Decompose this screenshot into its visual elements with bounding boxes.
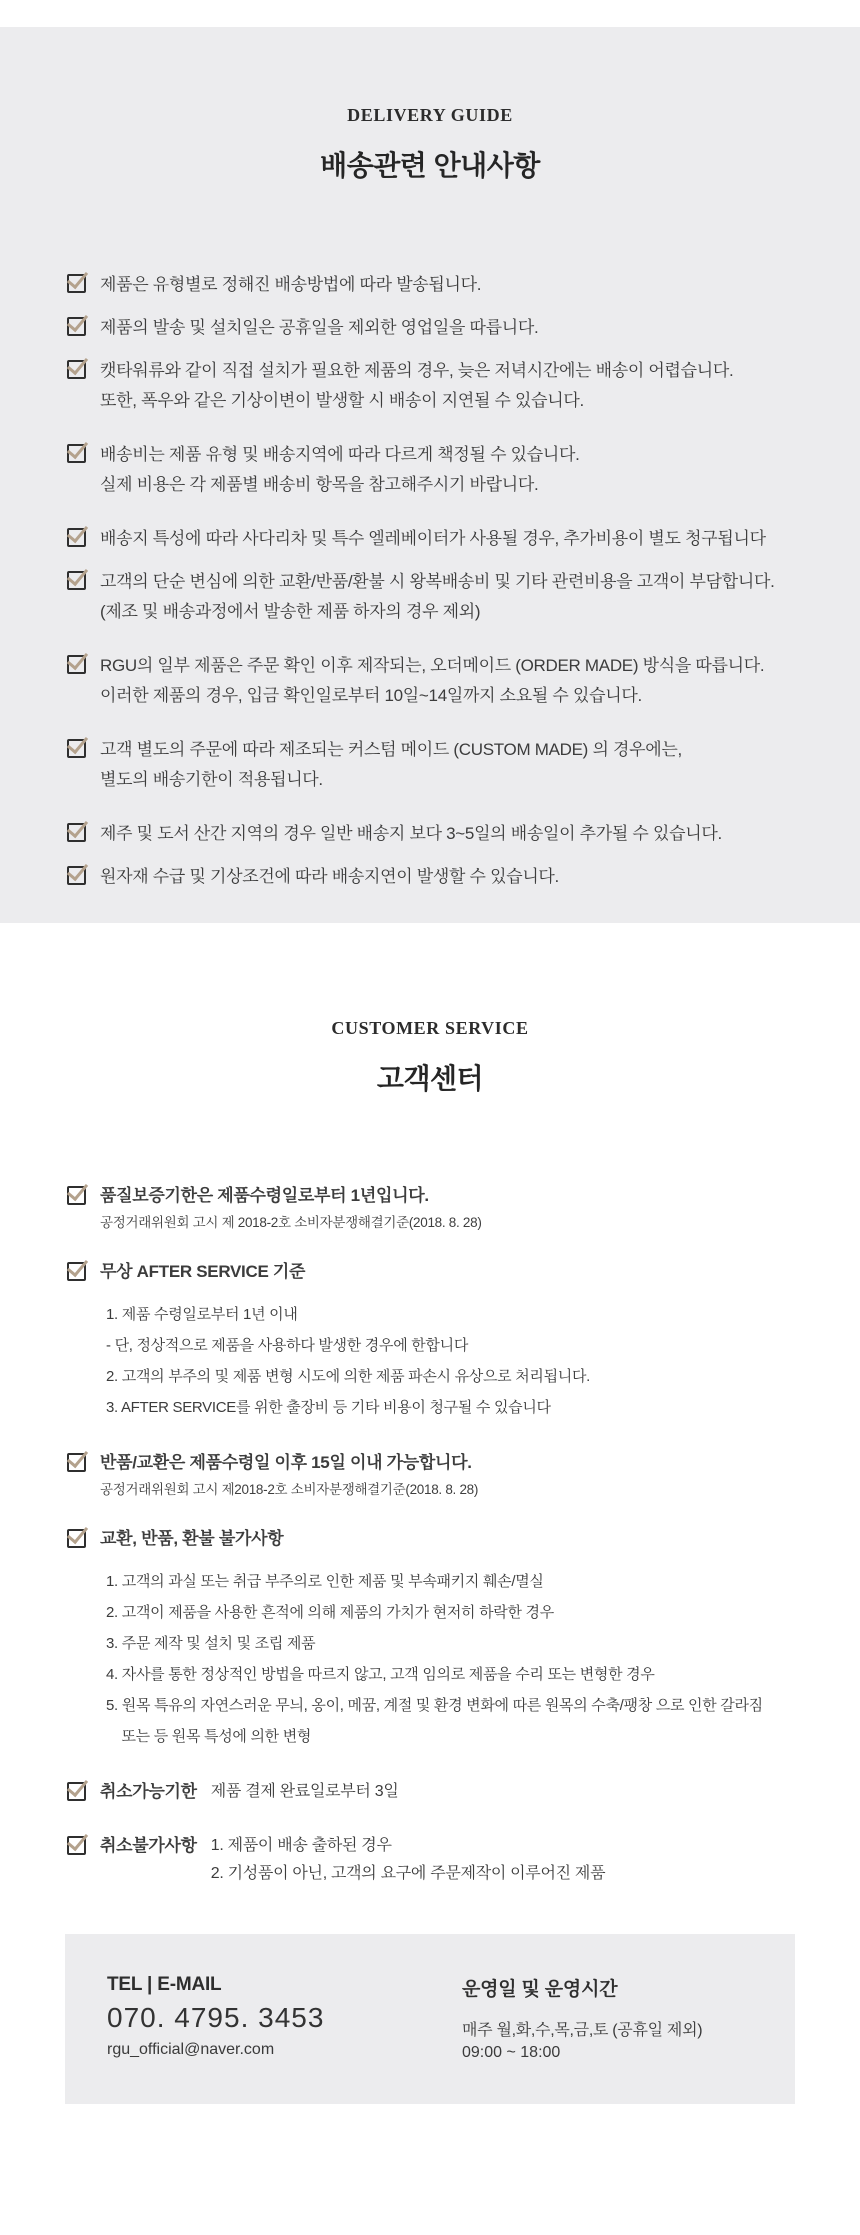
- delivery-eyebrow: DELIVERY GUIDE: [347, 105, 513, 125]
- cs-item-head: [100, 1525, 763, 1553]
- cs-item-content: [100, 1182, 482, 1232]
- delivery-item-text: [100, 735, 682, 795]
- cs-eyebrow: CUSTOMER SERVICE: [331, 1018, 529, 1038]
- delivery-list: [67, 270, 820, 892]
- delivery-item-line: 원자재 수급 및 기상조건에 따라 배송지연이 발생할 수 있습니다.: [100, 867, 559, 886]
- checkbox-check-icon: [67, 360, 86, 379]
- cs-list-item: [67, 1525, 820, 1752]
- delivery-title: 배송관련 안내사항: [320, 150, 540, 181]
- cs-item-content: [100, 1778, 399, 1806]
- checkbox-check-icon: [67, 274, 86, 293]
- delivery-list-item: [67, 313, 820, 343]
- phone-number: 070. 4795. 3453: [107, 2002, 325, 2033]
- delivery-item-text: [100, 270, 481, 300]
- delivery-item-text: [100, 651, 764, 711]
- cs-subline: 1. 제품 수령일로부터 1년 이내: [106, 1306, 298, 1323]
- contact-hours-column: [462, 1974, 795, 2104]
- checkbox-check-icon: [67, 739, 86, 758]
- hours-days: 매주 월,화,수,목,금,토 (공휴일 제외): [462, 2022, 703, 2039]
- delivery-item-text: [100, 356, 733, 416]
- delivery-item-line: 배송지 특성에 따라 사다리차 및 특수 엘레베이터가 사용될 경우, 추가비용이 별도 청구됩니다: [100, 529, 766, 548]
- cs-subline: - 단, 정상적으로 제품을 사용하다 발생한 경우에 한합니다: [106, 1337, 469, 1354]
- checkbox-check-icon: [67, 444, 86, 463]
- delivery-item-line: 배송비는 제품 유형 및 배송지역에 따라 다르게 책정될 수 있습니다.: [100, 445, 580, 464]
- cs-list: [67, 1182, 820, 1888]
- checkbox-check-icon: [67, 1836, 86, 1855]
- delivery-item-text: [100, 524, 766, 554]
- cs-list-item: [67, 1449, 820, 1499]
- cs-item-head: [100, 1182, 482, 1210]
- delivery-item-line: 별도의 배송기한이 적용됩니다.: [100, 770, 323, 789]
- delivery-item-line: 고객 별도의 주문에 따라 제조되는 커스텀 메이드 (CUSTOM MADE) 의 경우에는,: [100, 740, 682, 759]
- checkbox-check-icon: [67, 1782, 86, 1801]
- cs-item-content: [100, 1525, 763, 1752]
- delivery-list-item: [67, 819, 820, 849]
- cs-title: 고객센터: [376, 1063, 484, 1094]
- hours-label: 운영일 및 운영시간: [462, 1979, 618, 2000]
- cs-subline: 또는 등 원목 특성에 의한 변형: [106, 1728, 312, 1745]
- delivery-list-item: [67, 567, 820, 627]
- bottom-spacer: [0, 2104, 860, 2235]
- cs-suffix-line: 1. 제품이 배송 출하된 경우: [210, 1837, 392, 1854]
- cs-item-head: [100, 1832, 605, 1888]
- delivery-item-line: 고객의 단순 변심에 의한 교환/반품/환불 시 왕복배송비 및 기타 관련비용을 고객이 부담합니다.: [100, 572, 775, 591]
- cs-subline: 5. 원목 특유의 자연스러운 무늬, 옹이, 메꿈, 계절 및 환경 변화에 따른 원목의 수축/팽창 으로 인한 갈라짐: [106, 1697, 763, 1714]
- cs-item-suffix: [211, 1832, 606, 1888]
- cs-subline: 3. 주문 제작 및 설치 및 조립 제품: [106, 1635, 316, 1652]
- cs-subline: 2. 고객의 부주의 및 제품 변형 시도에 의한 제품 파손시 유상으로 처리됩니다.: [106, 1368, 591, 1385]
- cs-subline: 2. 고객이 제품을 사용한 흔적에 의해 제품의 가치가 현저히 하락한 경우: [106, 1604, 554, 1621]
- delivery-item-line: (제조 및 배송과정에서 발송한 제품 하자의 경우 제외): [100, 602, 481, 621]
- contact-tel-email-column: [107, 1974, 462, 2104]
- cs-item-sublines: [100, 1299, 590, 1423]
- customer-service-section: [0, 923, 860, 2104]
- cs-item-suffix: [211, 1778, 399, 1806]
- delivery-item-line: RGU의 일부 제품은 주문 확인 이후 제작되는, 오더메이드 (ORDER MADE) 방식을 따릅니다.: [100, 656, 765, 675]
- checkbox-check-icon: [67, 1453, 86, 1472]
- cs-item-sublines: [100, 1566, 763, 1752]
- delivery-list-item: [67, 270, 820, 300]
- cs-list-item: [67, 1832, 820, 1888]
- cs-item-head: [100, 1449, 478, 1477]
- delivery-item-line: 제품은 유형별로 정해진 배송방법에 따라 발송됩니다.: [100, 275, 482, 294]
- delivery-guide-section: [0, 27, 860, 923]
- checkbox-check-icon: [67, 866, 86, 885]
- cs-subline: 4. 자사를 통한 정상적인 방법을 따르지 않고, 고객 임의로 제품을 수리 또는 변형한 경우: [106, 1666, 655, 1683]
- cs-item-title: 무상 AFTER SERVICE 기준: [100, 1262, 306, 1281]
- cs-list-item: [67, 1258, 820, 1423]
- delivery-item-line: 또한, 폭우와 같은 기상이변이 발생할 시 배송이 지연될 수 있습니다.: [100, 391, 584, 410]
- delivery-list-item: [67, 524, 820, 554]
- cs-item-title: 취소가능기한: [100, 1782, 197, 1801]
- delivery-list-item: [67, 651, 820, 711]
- delivery-item-text: [100, 440, 580, 500]
- cs-item-content: [100, 1449, 478, 1499]
- cs-suffix-line: 2. 기성품이 아닌, 고객의 요구에 주문제작이 이루어진 제품: [210, 1865, 606, 1882]
- cs-item-title: 품질보증기한은 제품수령일로부터 1년입니다.: [100, 1186, 429, 1205]
- delivery-item-line: 제주 및 도서 산간 지역의 경우 일반 배송지 보다 3~5일의 배송일이 추가될 수 있습니다.: [100, 824, 722, 843]
- cs-item-head: [100, 1258, 590, 1286]
- checkbox-check-icon: [67, 1529, 86, 1548]
- top-spacer: [0, 0, 860, 27]
- checkbox-check-icon: [67, 571, 86, 590]
- cs-item-title: 교환, 반품, 환불 불가사항: [100, 1529, 284, 1548]
- cs-item-title: 취소불가사항: [100, 1836, 197, 1855]
- cs-list-item: [67, 1182, 820, 1232]
- delivery-list-item: [67, 862, 820, 892]
- contact-box: [65, 1934, 795, 2104]
- cs-item-note: 공정거래위원회 고시 제2018-2호 소비자분쟁해결기준(2018. 8. 28): [100, 1482, 479, 1497]
- delivery-list-item: [67, 356, 820, 416]
- checkbox-check-icon: [67, 1186, 86, 1205]
- delivery-item-text: [100, 567, 775, 627]
- checkbox-check-icon: [67, 655, 86, 674]
- delivery-item-text: [100, 313, 538, 343]
- delivery-item-line: 제품의 발송 및 설치일은 공휴일을 제외한 영업일을 따릅니다.: [100, 318, 539, 337]
- cs-suffix-line: 제품 결제 완료일로부터 3일: [210, 1783, 399, 1800]
- delivery-item-text: [100, 862, 559, 892]
- delivery-item-line: 실제 비용은 각 제품별 배송비 항목을 참고해주시기 바랍니다.: [100, 475, 539, 494]
- cs-item-content: [100, 1832, 605, 1888]
- cs-subline: 3. AFTER SERVICE를 위한 출장비 등 기타 비용이 청구될 수 있습니다: [106, 1399, 551, 1416]
- checkbox-check-icon: [67, 1262, 86, 1281]
- cs-item-title: 반품/교환은 제품수령일 이후 15일 이내 가능합니다.: [100, 1453, 472, 1472]
- hours-time: 09:00 ~ 18:00: [462, 2044, 561, 2061]
- tel-email-label: TEL | E-MAIL: [107, 1974, 222, 1995]
- checkbox-check-icon: [67, 823, 86, 842]
- delivery-item-text: [100, 819, 722, 849]
- cs-item-content: [100, 1258, 590, 1423]
- delivery-item-line: 이러한 제품의 경우, 입금 확인일로부터 10일~14일까지 소요될 수 있습니다.: [100, 686, 642, 705]
- delivery-list-item: [67, 735, 820, 795]
- cs-item-head: [100, 1778, 399, 1806]
- cs-subline: 1. 고객의 과실 또는 취급 부주의로 인한 제품 및 부속패키지 훼손/멸실: [106, 1573, 544, 1590]
- checkbox-check-icon: [67, 528, 86, 547]
- delivery-list-item: [67, 440, 820, 500]
- cs-item-note: 공정거래위원회 고시 제 2018-2호 소비자분쟁해결기준(2018. 8. 28): [100, 1215, 482, 1230]
- checkbox-check-icon: [67, 317, 86, 336]
- email-address: rgu_official@naver.com: [107, 2041, 275, 2058]
- delivery-item-line: 캣타워류와 같이 직접 설치가 필요한 제품의 경우, 늦은 저녁시간에는 배송이 어렵습니다.: [100, 361, 734, 380]
- cs-list-item: [67, 1778, 820, 1806]
